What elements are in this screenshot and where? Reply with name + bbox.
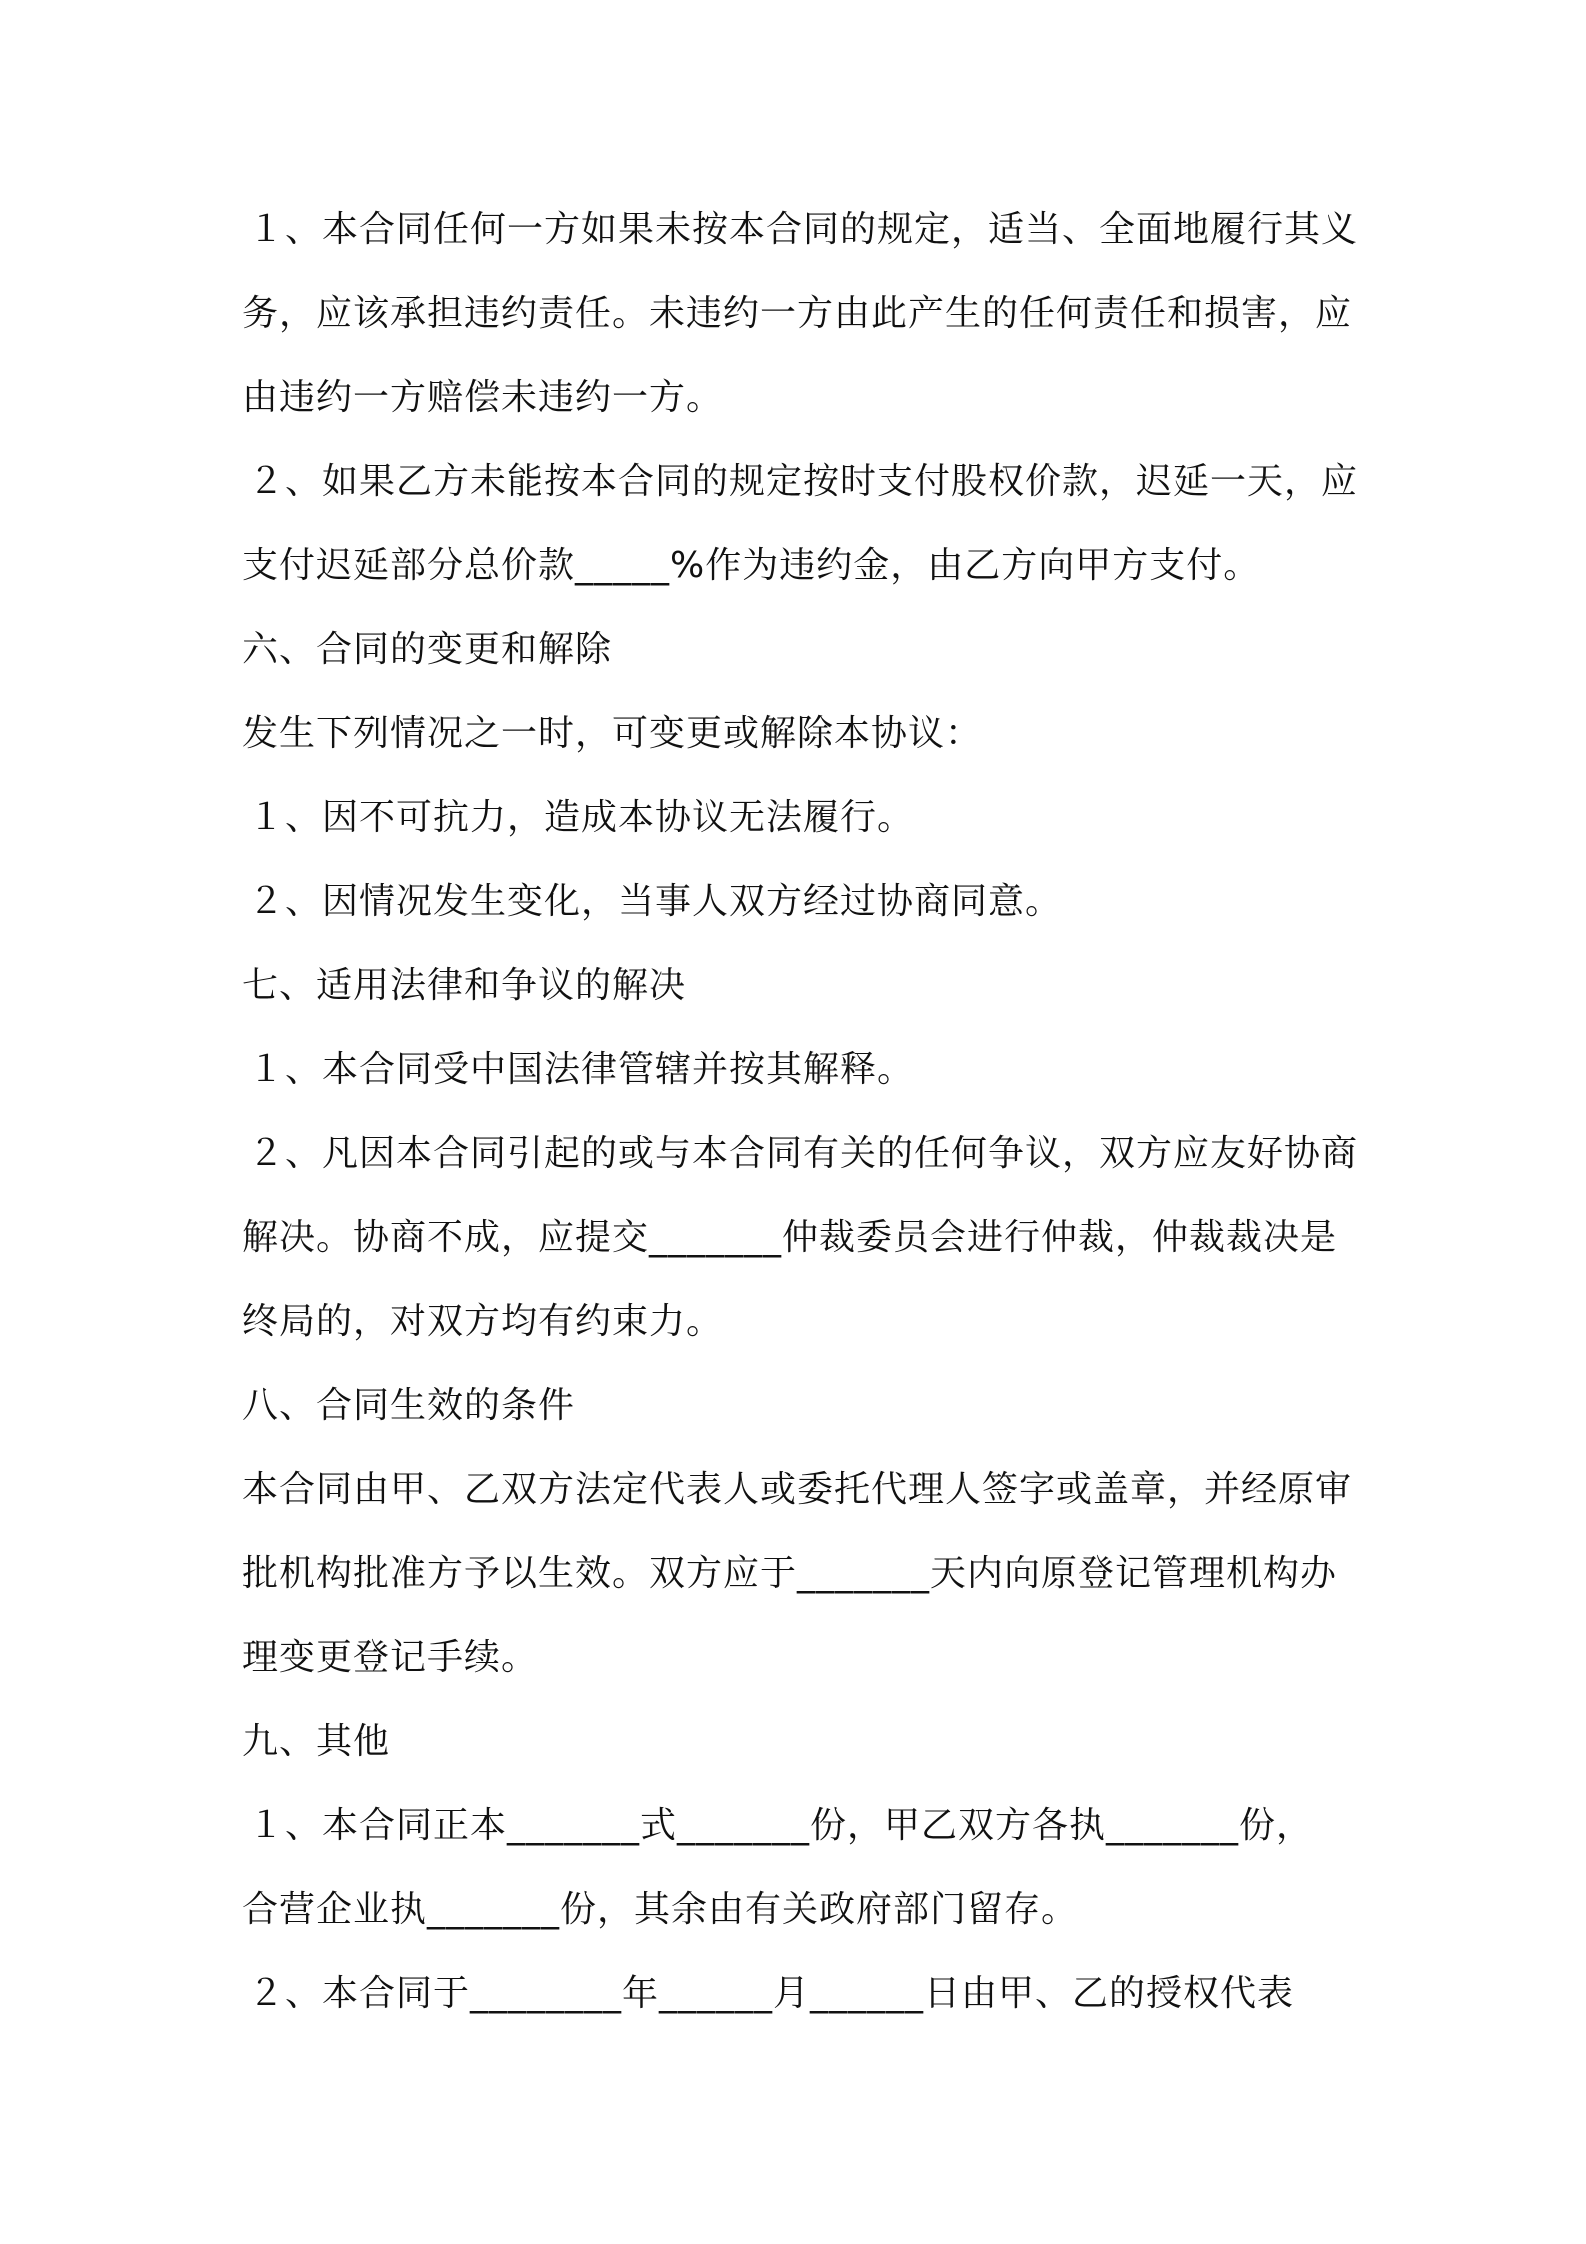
- clause-5-1-line-3: 由违约一方赔偿未违约一方。: [242, 377, 724, 418]
- clause-9-2-line-1: ２、本合同于________年______月______日由甲、乙的授权代表: [248, 1973, 1295, 2014]
- section-8-line-2: 批机构批准方予以生效。双方应于_______天内向原登记管理机构办: [242, 1553, 1338, 1594]
- clause-5-2-line-2: 支付迟延部分总价款_____%作为违约金，由乙方向甲方支付。: [242, 545, 1261, 586]
- clause-7-2-line-2: 解决。协商不成，应提交_______仲裁委员会进行仲裁，仲裁裁决是: [242, 1217, 1338, 1258]
- section-6-intro: 发生下列情况之一时，可变更或解除本协议：: [242, 713, 983, 754]
- clause-5-2-line-1: ２、如果乙方未能按本合同的规定按时支付股权价款，迟延一天，应: [248, 461, 1359, 502]
- section-8-heading: 八、合同生效的条件: [242, 1385, 576, 1426]
- clause-7-2-line-3: 终局的，对双方均有约束力。: [242, 1301, 724, 1342]
- section-7-heading: 七、适用法律和争议的解决: [242, 965, 687, 1006]
- clause-6-1: １、因不可抗力，造成本协议无法履行。: [248, 797, 915, 838]
- section-9-heading: 九、其他: [242, 1721, 391, 1762]
- section-8-line-3: 理变更登记手续。: [242, 1637, 539, 1678]
- clause-5-1-line-1: １、本合同任何一方如果未按本合同的规定，适当、全面地履行其义: [248, 209, 1359, 250]
- clause-5-1-line-2: 务，应该承担违约责任。未违约一方由此产生的任何责任和损害，应: [242, 293, 1353, 334]
- section-8-line-1: 本合同由甲、乙双方法定代表人或委托代理人签字或盖章，并经原审: [242, 1469, 1353, 1510]
- clause-9-1-line-1: １、本合同正本_______式_______份，甲乙双方各执_______份，: [248, 1805, 1314, 1846]
- clause-6-2: ２、因情况发生变化，当事人双方经过协商同意。: [248, 881, 1063, 922]
- section-6-heading: 六、合同的变更和解除: [242, 629, 613, 670]
- clause-7-2-line-1: ２、凡因本合同引起的或与本合同有关的任何争议，双方应友好协商: [248, 1133, 1359, 1174]
- clause-9-1-line-2: 合营企业执_______份，其余由有关政府部门留存。: [242, 1889, 1079, 1930]
- clause-7-1: １、本合同受中国法律管辖并按其解释。: [248, 1049, 915, 1090]
